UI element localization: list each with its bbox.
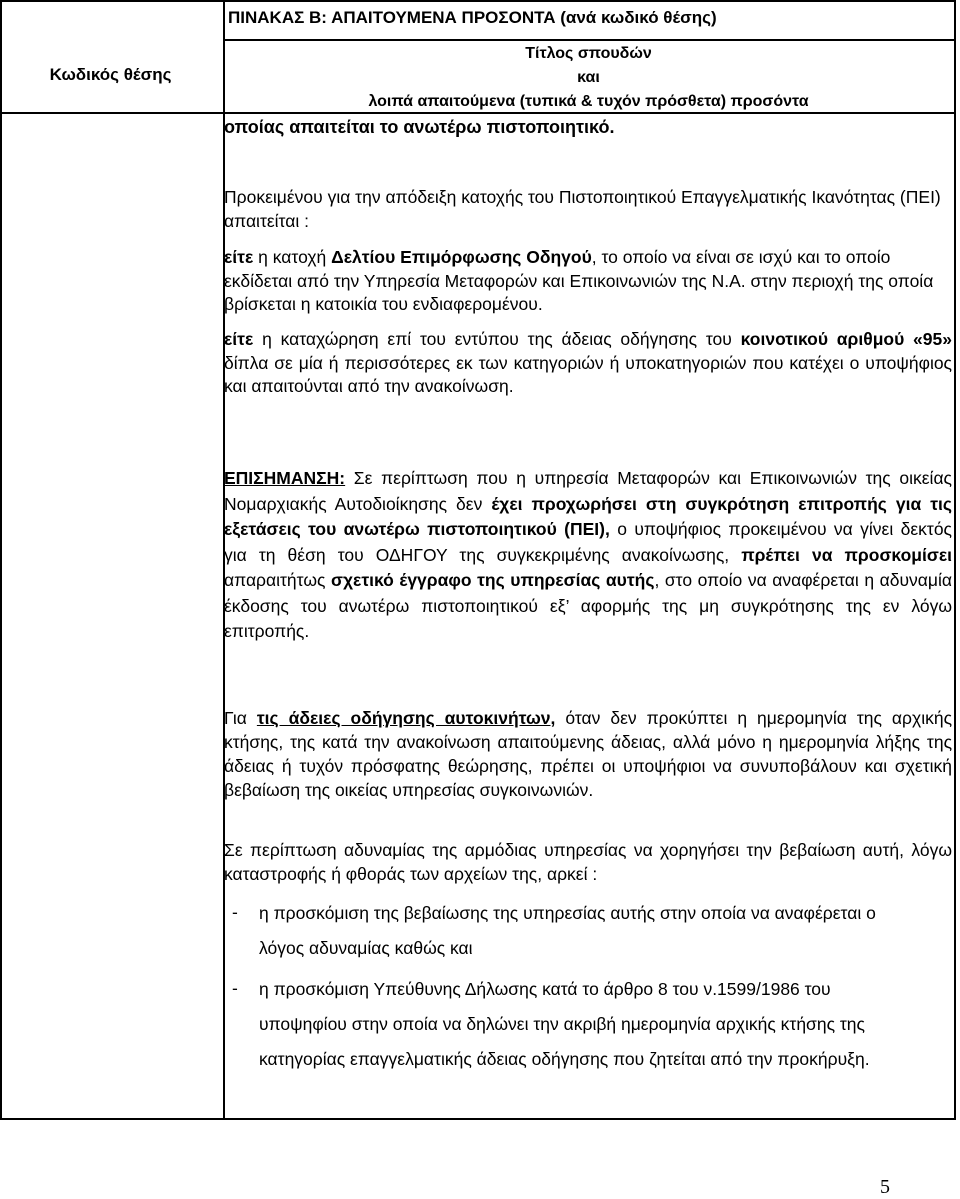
- bullet-item-2: η προσκόμιση Υπεύθυνης Δήλωσης κατά το άρθρο 8 του ν.1599/1986 του υποψηφίου στην οποία να δηλώνει την ακριβή ημερομηνία αρχικής κτήσης της κατηγορίας επαγγελματικής άδειας οδήγησης που ζητείται από την προκήρυξη.: [259, 979, 870, 1069]
- bullet-item-1: η προσκόμιση της βεβαίωσης της υπηρεσίας αυτής στην οποία να αναφέρεται ο λόγος αδυναμίας καθώς και: [259, 903, 876, 958]
- column-header-title: Τίτλος σπουδών και λοιπά απαιτούμενα (τυπικά & τυχόν πρόσθετα) προσόντα: [368, 45, 809, 110]
- note-paragraph: ΕΠΙΣΗΜΑΝΣΗ: Σε περίπτωση που η υπηρεσία Μεταφορών και Επικοινωνιών της οικείας Νομαρχιακής Αυτοδιοίκησης δεν έχει προχωρήσει στη συγκρότηση επιτροπής για τις εξετάσεις του ανωτέρω πιστοποιητικού (ΠΕΙ), ο υποψήφιος προκειμένου να γίνει δεκτός για τη θέση του ΟΔΗΓΟΥ της συγκεκριμένης ανακοίνωσης, πρέπει να προσκομίσει απαραιτήτως σχετικό έγγραφο της υπηρεσίας αυτής, στο οποίο να αναφέρεται η αδυναμία έκδοσης του ανωτέρω πιστοποιητικού εξ’ αφορμής της μη συγκρότησης της εν λόγω επιτροπής.: [224, 468, 953, 641]
- table-title: ΠΙΝΑΚΑΣ Β: ΑΠΑΙΤΟΥΜΕΝΑ ΠΡΟΣΟΝΤΑ (ανά κωδικό θέσης): [228, 8, 717, 27]
- paragraph-driving-licences: Για τις άδειες οδήγησης αυτοκινήτων, όταν δεν προκύπτει η ημερομηνία της αρχικής κτήσης, της κατά την ανακοίνωση απαιτούμενης άδειας, αλλά μόνο η ημερομηνία λήξης της άδειας ή τυχόν πρόσφατης θεώρησης, πρέπει οι υποψήφιοι να συνυποβάλουν και σχετική βεβαίωση της οικείας υπηρεσίας συγκοινωνιών.: [224, 708, 952, 800]
- column-header-code: Κωδικός θέσης: [49, 65, 172, 84]
- bullet-marker: -: [232, 978, 238, 998]
- paragraph-option-1: είτε η κατοχή Δελτίου Επιμόρφωσης Οδηγού, το οποίο να είναι σε ισχύ και το οποίο εκδίδεται από την Υπηρεσία Μεταφορών και Επικοινωνιών της Ν.Α. στην περιοχή της οποία βρίσκεται η κατοικία του ενδιαφερομένου.: [224, 247, 934, 314]
- page-number: 5: [880, 1176, 890, 1198]
- bullet-marker: -: [232, 902, 238, 922]
- paragraph-inability: Σε περίπτωση αδυναμίας της αρμόδιας υπηρεσίας να χορηγήσει την βεβαίωση αυτή, λόγω καταστροφής ή φθοράς των αρχείων της, αρκεί :: [224, 840, 952, 884]
- paragraph-pei-intro: Προκειμένου για την απόδειξη κατοχής του Πιστοποιητικού Επαγγελματικής Ικανότητας (ΠΕΙ) απαιτείται :: [224, 187, 941, 231]
- continued-line: οποίας απαιτείται το ανωτέρω πιστοποιητικό.: [224, 117, 615, 137]
- paragraph-option-2: είτε η καταχώρηση επί του εντύπου της άδειας οδήγησης του κοινοτικού αριθμού «95» δίπλα σε μία ή περισσότερες εκ των κατηγοριών ή υποκατηγοριών που κατέχει ο υποψήφιος και απαιτούνται από την ανακοίνωση.: [224, 329, 952, 396]
